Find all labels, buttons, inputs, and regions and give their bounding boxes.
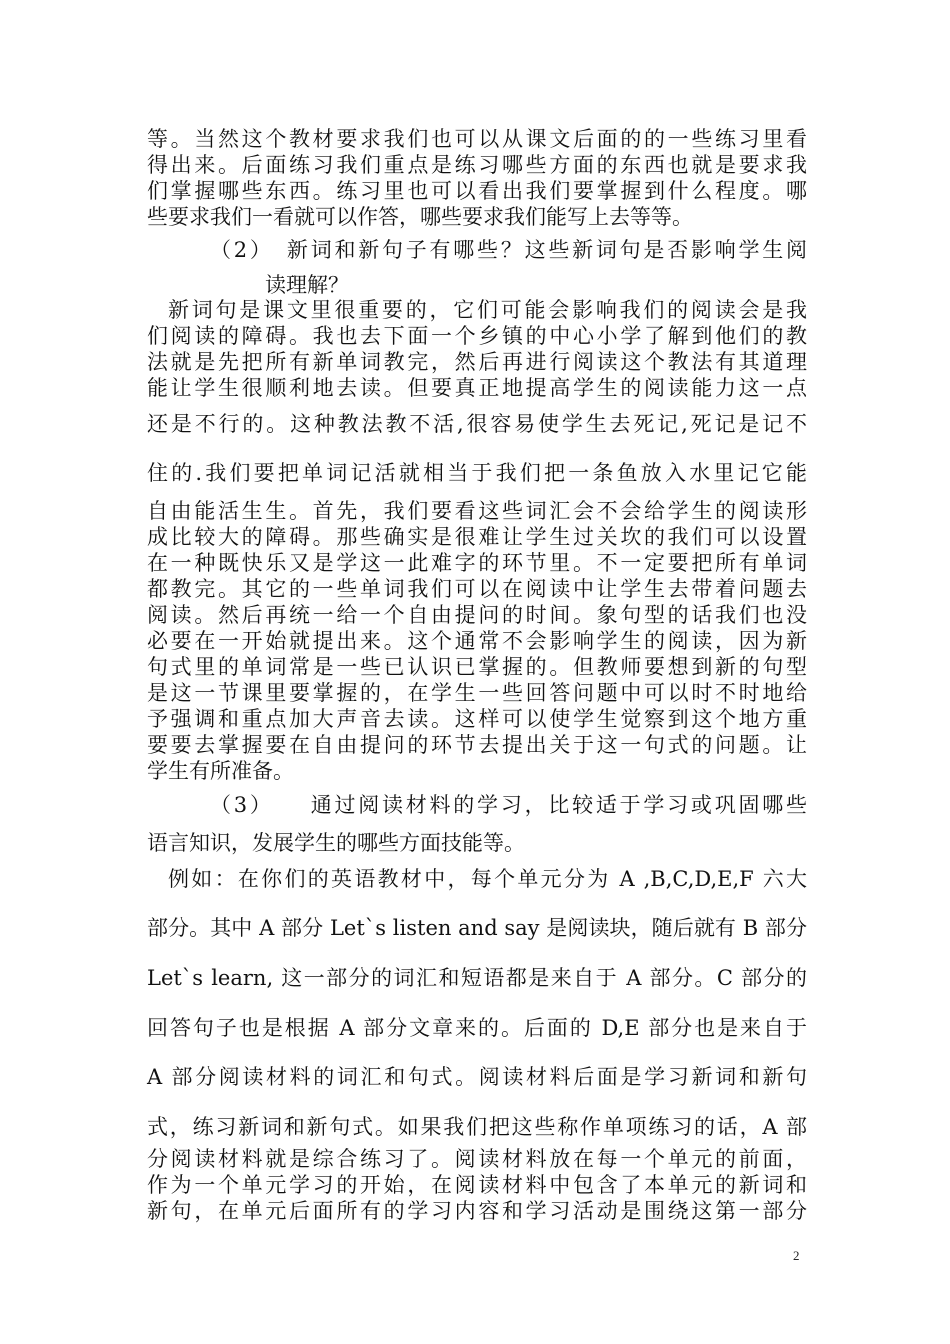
text-line: 必要在一开始就提出来。这个通常不会影响学生的阅读，因为新 [147, 629, 807, 653]
text-line: 学生有所准备。 [147, 759, 294, 783]
text-line: 能让学生很顺利地去读。但要真正地提高学生的阅读能力这一点 [147, 376, 807, 400]
text-line: 要要去掌握要在自由提问的环节去提出关于这一句式的问题。让 [147, 733, 807, 757]
text-line: 回答句子也是根据 A 部分文章来的。后面的 D,E 部分也是来自于 [147, 1016, 807, 1040]
text-line: 些要求我们一看就可以作答，哪些要求我们能写上去等等。 [147, 205, 693, 229]
text-line: 还是不行的。这种教法教不活,很容易使学生去死记,死记是记不 [147, 412, 807, 436]
text-line: 法就是先把所有新单词教完，然后再进行阅读这个教法有其道理 [147, 350, 807, 374]
text-line: 们掌握哪些东西。练习里也可以看出我们要掌握到什么程度。哪 [147, 179, 807, 203]
text-line: 是这一节课里要掌握的，在学生一些回答问题中可以时不时地给 [147, 681, 807, 705]
text-line: 得出来。后面练习我们重点是练习哪些方面的东西也就是要求我 [147, 153, 807, 177]
text-line: 予强调和重点加大声音去读。这样可以使学生觉察到这个地方重 [147, 707, 807, 731]
text-line: 式，练习新词和新句式。如果我们把这些称作单项练习的话，A 部 [147, 1115, 807, 1139]
text-line: 在一种既快乐又是学这一此难字的环节里。不一定要把所有单词 [147, 551, 807, 575]
list-item-heading: 语言知识，发展学生的哪些方面技能等。 [147, 831, 525, 855]
text-line: 句式里的单词常是一些已认识已掌握的。但教师要想到新的句型 [147, 655, 807, 679]
list-item-heading: （3） 通过阅读材料的学习，比较适于学习或巩固哪些 [210, 793, 807, 817]
text-line: 阅读。然后再统一给一个自由提问的时间。象句型的话我们也没 [147, 603, 807, 627]
text-line: 作为一个单元学习的开始，在阅读材料中包含了本单元的新词和 [147, 1173, 807, 1197]
text-line: 例如：在你们的英语教材中，每个单元分为 A ,B,C,D,E,F 六大 [168, 867, 807, 891]
text-line: 等。当然这个教材要求我们也可以从课文后面的的一些练习里看 [147, 127, 807, 151]
text-line: 新词句是课文里很重要的，它们可能会影响我们的阅读会是我 [168, 298, 807, 322]
text-line: 们阅读的障碍。我也去下面一个乡镇的中心小学了解到他们的教 [147, 324, 807, 348]
text-line: 住的.我们要把单词记活就相当于我们把一条鱼放入水里记它能 [147, 461, 807, 485]
text-line: 自由能活生生。首先，我们要看这些词汇会不会给学生的阅读形 [147, 499, 807, 523]
text-line: 部分。其中 A 部分 Let`s listen and say 是阅读块，随后就有 B 部分 [147, 916, 807, 940]
list-item-heading: 读理解？ [265, 273, 349, 297]
text-line: 成比较大的障碍。那些确实是很难让学生过关坎的我们可以设置 [147, 525, 807, 549]
list-item-heading: （2） 新词和新句子有哪些？这些新词句是否影响学生阅 [210, 238, 807, 262]
text-line: 新句，在单元后面所有的学习内容和学习活动是围绕这第一部分 [147, 1199, 807, 1223]
text-line: Let`s learn, 这一部分的词汇和短语都是来自于 A 部分。C 部分的 [147, 966, 807, 990]
text-line: 都教完。其它的一些单词我们可以在阅读中让学生去带着问题去 [147, 577, 807, 601]
page-number: 2 [793, 1248, 800, 1263]
text-line: 分阅读材料就是综合练习了。阅读材料放在每一个单元的前面， [147, 1147, 807, 1171]
text-line: A 部分阅读材料的词汇和句式。阅读材料后面是学习新词和新句 [147, 1065, 807, 1089]
